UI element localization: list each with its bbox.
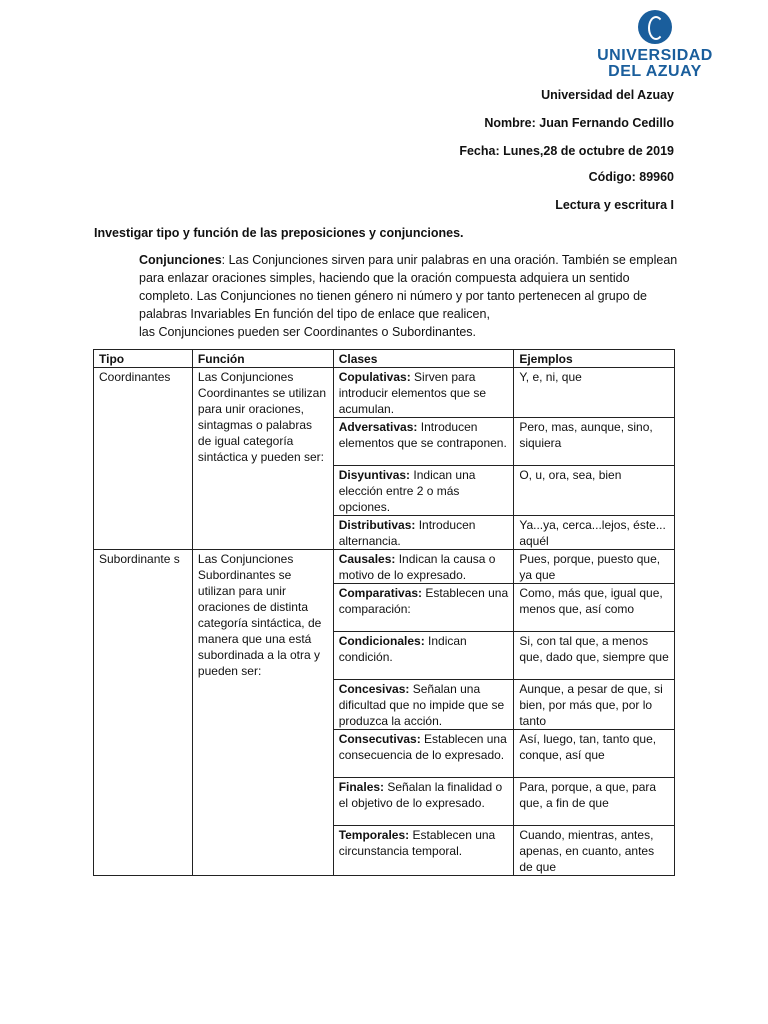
university-logo xyxy=(590,10,720,80)
clase-name: Concesivas: xyxy=(338,682,410,696)
clase-desc: Indican la causa o motivo de lo expresado. xyxy=(338,552,496,582)
clase-name: Comparativas: xyxy=(338,586,423,600)
clase-name: Disyuntivas: xyxy=(338,468,411,482)
conjunctions-table xyxy=(93,349,675,876)
ejemplos-cell: Y, e, ni, que xyxy=(514,368,675,418)
clase-desc: Establecen una circunstancia temporal. xyxy=(338,828,496,858)
intro-lead: Conjunciones xyxy=(139,253,222,267)
intro-paragraph xyxy=(139,251,679,341)
clase-cell xyxy=(333,418,514,466)
header-course: Lectura y escritura I xyxy=(555,198,674,212)
ejemplos-cell: Ya...ya, cerca...lejos, éste... aquél xyxy=(514,516,675,550)
clase-desc: Señalan una dificultad que no impide que se produzca la acción. xyxy=(338,682,505,728)
clase-cell xyxy=(333,632,514,680)
header-ejemplos: Ejemplos xyxy=(514,350,675,368)
tipo-subordinantes: Subordinante s xyxy=(94,550,193,876)
university-emblem-icon xyxy=(638,10,672,44)
tipo-coordinantes: Coordinantes xyxy=(94,368,193,550)
clase-name: Adversativas: xyxy=(338,420,418,434)
clase-cell xyxy=(333,550,514,584)
clase-desc: Establecen una comparación: xyxy=(338,586,509,616)
table-row xyxy=(94,368,675,418)
clase-cell xyxy=(333,680,514,730)
header-code: Código: 89960 xyxy=(588,170,674,184)
clase-desc: Introducen alternancia. xyxy=(338,518,476,548)
clase-desc: Indican una elección entre 2 o más opciones. xyxy=(338,468,476,514)
header-tipo: Tipo xyxy=(94,350,193,368)
ejemplos-cell: Pues, porque, puesto que, ya que xyxy=(514,550,675,584)
clase-name: Temporales: xyxy=(338,828,410,842)
ejemplos-cell: Para, porque, a que, para que, a fin de que xyxy=(514,778,675,826)
header-date: Fecha: Lunes,28 de octubre de 2019 xyxy=(459,144,674,158)
clase-desc: Señalan la finalidad o el objetivo de lo expresado. xyxy=(338,780,503,810)
header-clases: Clases xyxy=(333,350,514,368)
ejemplos-cell: Aunque, a pesar de que, si bien, por más que, por lo tanto xyxy=(514,680,675,730)
clase-name: Copulativas: xyxy=(338,370,411,384)
funcion-coordinantes: Las Conjunciones Coordinantes se utilizan para unir oraciones, sintagmas o palabras de igual categoría sintáctica y pueden ser: xyxy=(192,368,333,550)
clase-cell xyxy=(333,368,514,418)
clase-name: Causales: xyxy=(338,552,396,566)
ejemplos-cell: O, u, ora, sea, bien xyxy=(514,466,675,516)
ejemplos-cell: Cuando, mientras, antes, apenas, en cuanto, antes de que xyxy=(514,826,675,876)
logo-text-line1: UNIVERSIDAD xyxy=(597,47,713,64)
ejemplos-cell: Como, más que, igual que, menos que, así como xyxy=(514,584,675,632)
clase-cell xyxy=(333,826,514,876)
logo-text-line2: DEL AZUAY xyxy=(608,63,702,80)
header-funcion: Función xyxy=(192,350,333,368)
task-heading: Investigar tipo y función de las preposiciones y conjunciones. xyxy=(94,226,464,240)
clase-desc: Introducen elementos que se contraponen. xyxy=(338,420,507,450)
clase-name: Finales: xyxy=(338,780,385,794)
clase-cell xyxy=(333,516,514,550)
clase-cell xyxy=(333,778,514,826)
header-student-name: Nombre: Juan Fernando Cedillo xyxy=(484,116,674,130)
clase-name: Consecutivas: xyxy=(338,732,421,746)
clase-desc: Sirven para introducir elementos que se acumulan. xyxy=(338,370,487,416)
clase-cell xyxy=(333,466,514,516)
clase-name: Distributivas: xyxy=(338,518,416,532)
clase-cell xyxy=(333,730,514,778)
funcion-subordinantes: Las Conjunciones Subordinantes se utilizan para unir oraciones de distinta categoría sintáctica, de manera que una está subordinada a la otra y pueden ser: xyxy=(192,550,333,876)
table-row xyxy=(94,550,675,584)
ejemplos-cell: Así, luego, tan, tanto que, conque, así que xyxy=(514,730,675,778)
clase-desc: Indican condición. xyxy=(338,634,467,664)
table-header-row xyxy=(94,350,675,368)
ejemplos-cell: Pero, mas, aunque, sino, siquiera xyxy=(514,418,675,466)
clase-cell xyxy=(333,584,514,632)
header-university: Universidad del Azuay xyxy=(541,88,674,102)
intro-last-line: las Conjunciones pueden ser Coordinantes o Subordinantes. xyxy=(139,325,477,339)
clase-name: Condicionales: xyxy=(338,634,425,648)
ejemplos-cell: Si, con tal que, a menos que, dado que, siempre que xyxy=(514,632,675,680)
intro-text: : Las Conjunciones sirven para unir palabras en una oración. También se emplean para enlazar oraciones simples, haciendo que la oración compuesta adquiera un sentido completo. Las Conjunciones no tienen género ni número y por tanto pertenecen al grupo de palabras Invariables En función del tipo de enlace que realicen, xyxy=(139,253,678,321)
clase-desc: Establecen una consecuencia de lo expresado. xyxy=(338,732,507,762)
